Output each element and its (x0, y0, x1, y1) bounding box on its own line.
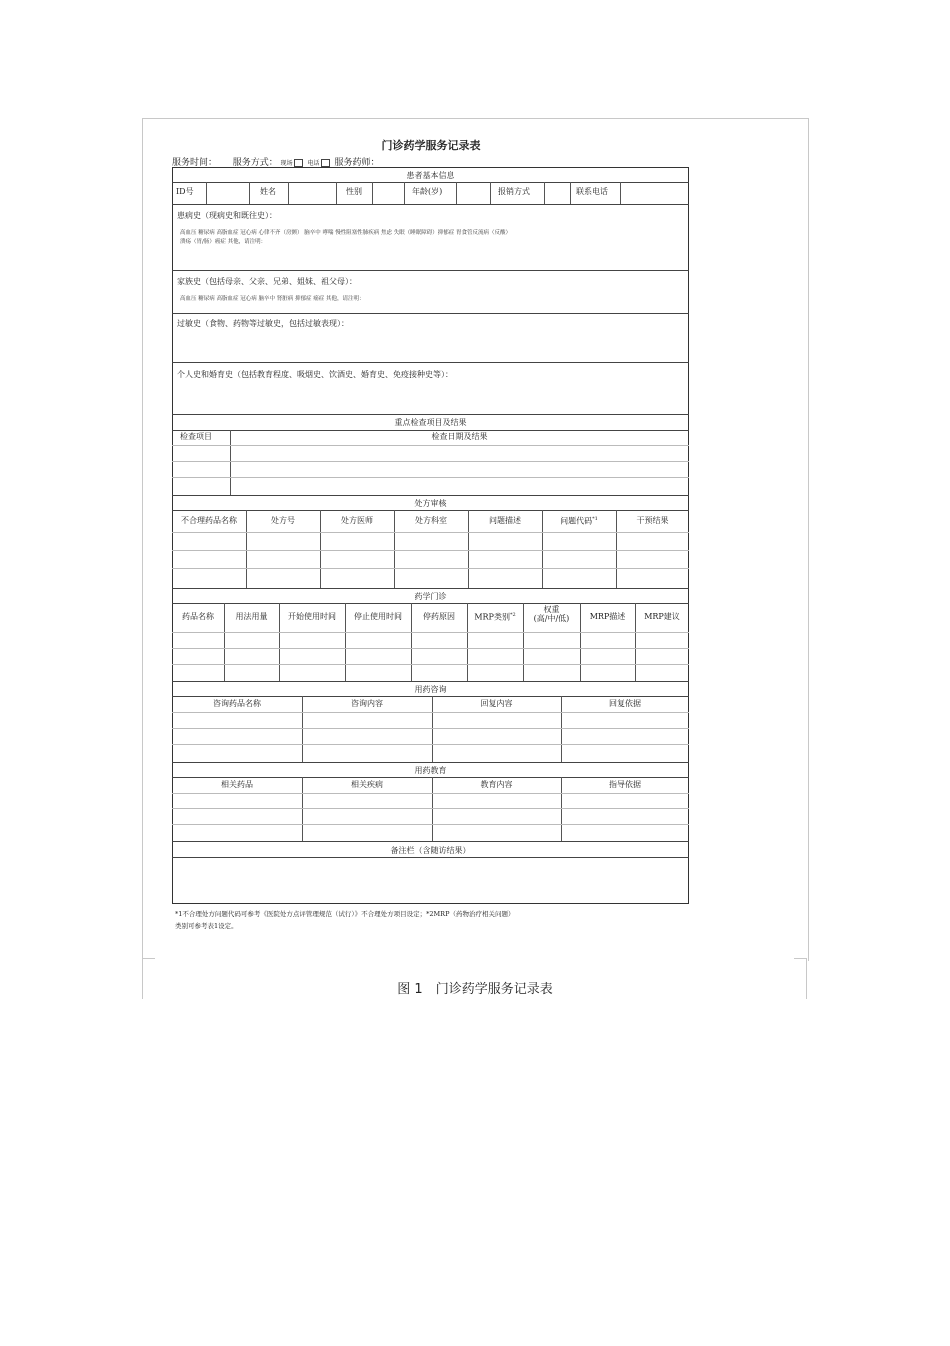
divider (172, 762, 689, 763)
divider (172, 313, 689, 314)
education-header: 用药教育 (414, 766, 447, 775)
row-line (172, 648, 689, 649)
divider (172, 696, 689, 697)
pc-col-mrp-type (467, 613, 523, 622)
pharmacist-label: 服务药师： (334, 158, 380, 168)
col-sep (394, 510, 395, 588)
col-sep (224, 603, 225, 681)
form-title: 门诊药学服务记录表 (381, 139, 481, 152)
row-line (172, 550, 689, 551)
footnote-line-2: 类别可参考表1设定。 (175, 922, 238, 930)
divider (172, 495, 689, 496)
row-line (172, 568, 689, 569)
col-sep (320, 510, 321, 588)
divider (172, 510, 689, 511)
pc-col-drug: 药品名称 (182, 612, 214, 621)
consultation-header: 用药咨询 (414, 685, 447, 694)
allergy-history-label: 过敏史（食物、药物等过敏史，包括过敏表现）： (177, 319, 349, 328)
col-sep (372, 182, 373, 204)
exam-header: 重点检查项目及结果 (394, 418, 467, 427)
col-sep (620, 182, 621, 204)
divider (172, 603, 689, 604)
row-line (172, 632, 689, 633)
rx-code-note: *1 (592, 516, 598, 522)
divider (172, 857, 689, 858)
row-line (172, 461, 689, 462)
exam-result-col: 检查日期及结果 (431, 432, 488, 441)
pc-col-stop: 停止使用时间 (354, 612, 402, 621)
rx-col-problem: 问题描述 (489, 516, 521, 525)
col-sep (345, 603, 346, 681)
row-line (172, 532, 689, 533)
mode-onsite-checkbox[interactable] (294, 159, 303, 167)
mode-phone-label: 电话 (307, 160, 320, 167)
service-time-label: 服务时间： (172, 158, 218, 168)
illness-options-2: 溃疡（胃/肠）癌症 其他，请注明： (180, 239, 267, 245)
pc-weight-levels: (高/中/低) (533, 613, 570, 623)
col-sep (580, 603, 581, 681)
col-sep (561, 696, 562, 762)
col-sep (542, 510, 543, 588)
row-line (172, 824, 689, 825)
col-sep (616, 510, 617, 588)
row-line (172, 744, 689, 745)
rx-col-drug: 不合理药品名称 (181, 516, 237, 525)
cons-col-reply: 回复内容 (480, 699, 513, 708)
pc-mrp-note: *2 (509, 612, 516, 618)
edu-col-disease: 相关疾病 (351, 780, 383, 789)
row-line (172, 728, 689, 729)
col-sep (302, 696, 303, 762)
basic-info-header: 患者基本信息 (406, 171, 455, 180)
rx-col-code (542, 517, 616, 526)
rx-col-doctor: 处方医师 (341, 516, 373, 525)
remarks-header: 备注栏（含随访结果） (390, 846, 471, 855)
illness-history-label: 患病史（现病史和既往史）： (177, 211, 277, 220)
figure-caption: 图 1 门诊药学服务记录表 (397, 982, 553, 997)
mode-phone-checkbox[interactable] (321, 159, 330, 167)
pc-col-weight (523, 606, 580, 624)
family-history-label: 家族史（包括母亲、父亲、兄弟、姐妹、祖父母）： (177, 277, 357, 286)
illness-options-1: 高血压 糖尿病 高脂血症 冠心病 心律不齐（房颤） 脑卒中 哮喘 慢性阻塞性肺疾病 焦虑 失眠（睡眠障碍）抑郁症 胃食管反流病（反酸） (180, 230, 511, 236)
col-sep (432, 777, 433, 841)
service-mode-label: 服务方式： (232, 158, 278, 168)
divider (172, 270, 689, 271)
col-sep (432, 696, 433, 762)
col-sep (288, 182, 289, 204)
col-sep (336, 182, 337, 204)
rx-col-dept: 处方科室 (415, 516, 447, 525)
personal-history-label: 个人史和婚育史（包括教育程度、吸烟史、饮酒史、婚育史、免疫接种史等）： (177, 370, 453, 379)
col-sep (411, 603, 412, 681)
rx-col-result: 干预结果 (636, 516, 669, 525)
pc-weight-label: 权重 (543, 605, 560, 614)
row-line (172, 477, 689, 478)
col-sep (404, 182, 405, 204)
col-sep (561, 777, 562, 841)
row-line (172, 712, 689, 713)
phone-label: 联系电话 (576, 187, 608, 196)
pharmacy-clinic-header: 药学门诊 (414, 592, 447, 601)
col-sep (230, 430, 231, 495)
pc-col-reason: 停药原因 (423, 612, 455, 621)
col-sep (468, 510, 469, 588)
col-sep (490, 182, 491, 204)
gender-label: 性别 (346, 187, 362, 196)
col-sep (635, 603, 636, 681)
row-line (172, 808, 689, 809)
footnote (175, 908, 690, 932)
row-line (172, 793, 689, 794)
footnote-line-1: *1不合理处方问题代码可参考《医院处方点评管理规范（试行）》不合理处方项目设定；*2MRP（药物治疗相关问题） (175, 910, 515, 918)
pc-col-mrp-type-label: MRP类别 (474, 612, 510, 622)
cons-col-content: 咨询内容 (351, 699, 383, 708)
row-line (172, 445, 689, 446)
edu-col-content: 教育内容 (480, 780, 513, 789)
name-label: 姓名 (260, 187, 276, 196)
divider (172, 777, 689, 778)
col-sep (302, 777, 303, 841)
pc-col-start: 开始使用时间 (288, 612, 336, 621)
mode-onsite-label: 现场 (280, 160, 293, 167)
id-label: ID号 (176, 187, 194, 196)
exam-item-col: 检查项目 (180, 432, 212, 441)
divider (172, 204, 689, 205)
insurance-label: 报销方式 (498, 187, 530, 196)
col-sep (523, 603, 524, 681)
divider (172, 414, 689, 415)
col-sep (206, 182, 207, 204)
edu-col-basis: 指导依据 (609, 780, 641, 789)
divider (172, 841, 689, 842)
edu-col-drug: 相关药品 (221, 780, 253, 789)
col-sep (279, 603, 280, 681)
col-sep (544, 182, 545, 204)
divider (172, 430, 689, 431)
age-label: 年龄(岁) (412, 187, 443, 196)
divider (172, 362, 689, 363)
pc-col-dosage: 用法用量 (235, 612, 268, 621)
rx-col-number: 处方号 (271, 516, 295, 525)
col-sep (570, 182, 571, 204)
cons-col-basis: 回复依据 (609, 699, 641, 708)
row-line (172, 664, 689, 665)
pc-col-mrp-advice: MRP建议 (644, 612, 680, 621)
pc-col-mrp-desc: MRP描述 (589, 612, 626, 621)
family-options: 高血压 糖尿病 高脂血症 冠心病 脑卒中 肾脏病 抑郁症 癌症 其他，请注明： (180, 296, 365, 302)
rx-col-code-label: 问题代码 (560, 516, 593, 526)
divider (172, 681, 689, 682)
divider (172, 588, 689, 589)
col-sep (246, 510, 247, 588)
col-sep (467, 603, 468, 681)
prescription-review-header: 处方审核 (414, 499, 447, 508)
col-sep (456, 182, 457, 204)
cons-col-drug: 咨询药品名称 (213, 699, 261, 708)
col-sep (249, 182, 250, 204)
